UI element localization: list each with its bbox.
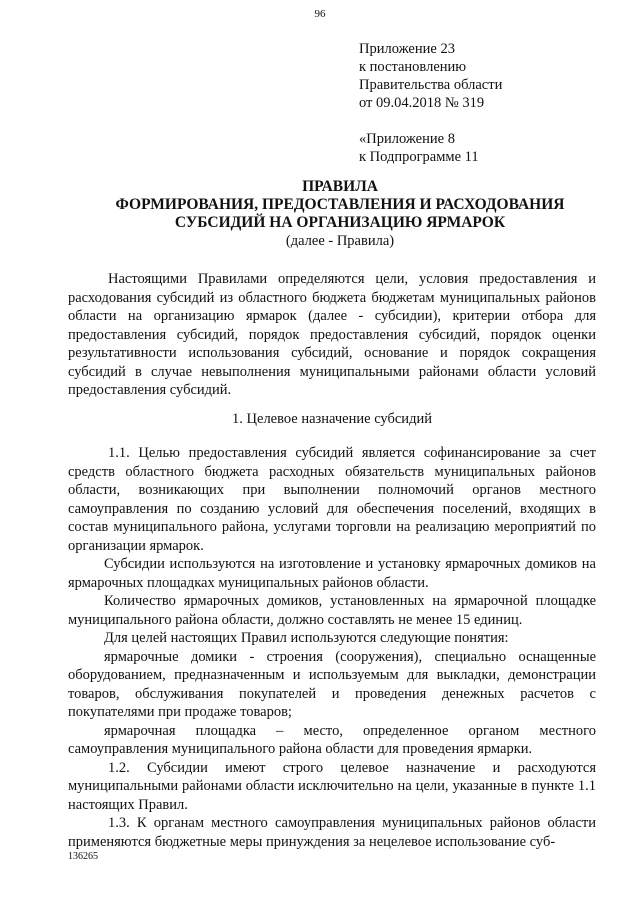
paragraph: Для целей настоящих Правил используются следующие понятия: — [104, 630, 509, 646]
appendix-line: Правительства области — [359, 77, 503, 93]
paragraph: Субсидии используются на изготовление и установку ярмарочных домиков на ярмарочных площадках муниципальных районов области. — [68, 556, 596, 591]
paragraph: 1.3. К органам местного самоуправления муниципальных районов области применяются бюджетные меры принуждения за нецелевое использование суб- — [68, 815, 596, 850]
paragraph: ярмарочные домики - строения (сооружения), специально оснащенные оборудованием, предназначенным и используемым для выкладки, демонстрации товаров, обслуживания покупателей и проведения денежных расчетов с покупателями при продаже товаров; — [68, 648, 596, 720]
appendix-line: «Приложение 8 — [359, 131, 455, 147]
title-subtitle: (далее - Правила) — [285, 233, 395, 249]
appendix-line: Приложение 23 — [359, 41, 455, 57]
appendix-line: от 09.04.2018 № 319 — [359, 95, 485, 111]
appendix-line: к Подпрограмме 11 — [359, 149, 479, 165]
paragraph: 1.1. Целью предоставления субсидий является софинансирование за счет средств областного бюджета расходных обязательств муниципальных районов области, возникающих при выполнении полномочий органов местного самоуправления по созданию условий для обеспечения поселений, входящих в состав муниципального района, услугами торговли на реализацию мероприятий по организации ярмарок. — [68, 445, 596, 554]
page-number: 96 — [314, 8, 326, 20]
appendix-block — [359, 40, 502, 166]
paragraph: Количество ярмарочных домиков, установленных на ярмарочной площадке муниципального района области, должно составлять не менее 15 единиц. — [68, 593, 596, 628]
title-line: ПРАВИЛА — [302, 178, 378, 195]
section-heading: 1. Целевое назначение субсидий — [232, 411, 432, 427]
title-line: СУБСИДИЙ НА ОРГАНИЗАЦИЮ ЯРМАРОК — [174, 214, 506, 231]
appendix-line: к постановлению — [359, 59, 467, 75]
intro-text: Настоящими Правилами определяются цели, условия предоставления и расходования субсидий из областного бюджета бюджетам муниципальных районов области на организацию ярмарок (далее - субсидии), критерии отбора для предоставления субсидий, порядок предоставления субсидий, порядок оценки результативности использования субсидий, основание и порядок сокращения субсидий в случае невыполнения муниципальными районами области условий предоставления субсидий. — [68, 271, 596, 398]
paragraph: 1.2. Субсидии имеют строго целевое назначение и расходуются муниципальными районами области исключительно на цели, указанные в пункте 1.1 настоящих Правил. — [68, 759, 596, 813]
document-title — [60, 178, 620, 232]
footer-code: 136265 — [68, 851, 98, 862]
title-line: ФОРМИРОВАНИЯ, ПРЕДОСТАВЛЕНИЯ И РАСХОДОВАНИЯ — [115, 196, 565, 213]
section-body — [68, 444, 596, 851]
paragraph: ярмарочная площадка – место, определенное органом местного самоуправления муниципального района области для проведения ярмарки. — [68, 722, 596, 757]
intro-paragraph — [68, 270, 596, 400]
